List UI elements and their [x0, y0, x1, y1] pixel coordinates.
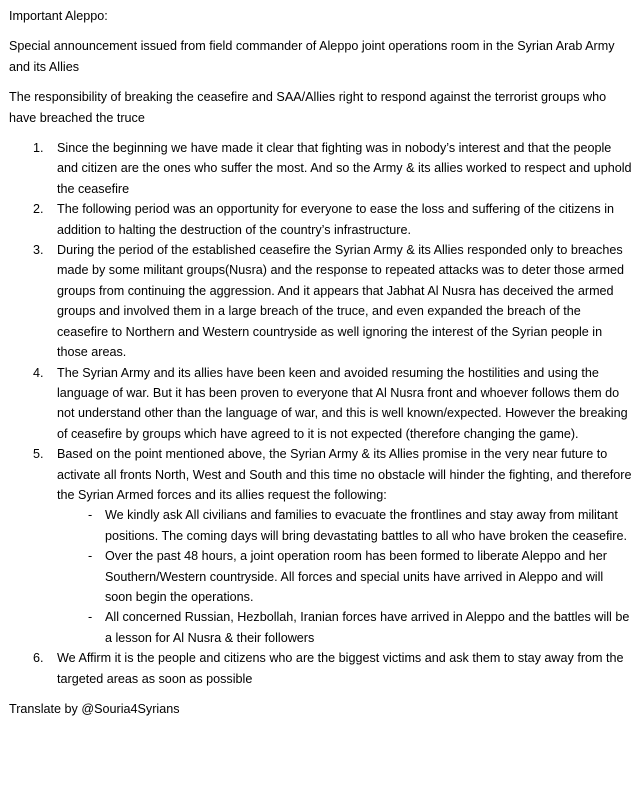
- list-item: [9, 363, 633, 445]
- bullet-item: [57, 505, 633, 546]
- point-text: The Syrian Army and its allies have been keen and avoided resuming the hostilities and using the language of war. But it has been proven to everyone that Al Nusra front and whoever follows them do not understand other than the language of war, and this is well known/expected. However the breaking of ceasefire by groups which have agreed to it is not expected (therefore changing the game).: [57, 365, 628, 441]
- point-number: 1.: [33, 141, 44, 156]
- announcement-subtitle: Special announcement issued from field commander of Aleppo joint operations room in the Syrian Arab Army and its Allies: [9, 39, 615, 74]
- bullet-text: Over the past 48 hours, a joint operation room has been formed to liberate Aleppo and her Southern/Western countryside. All forces and special units have arrived in Aleppo and will soon begin the operations.: [105, 549, 607, 604]
- translation-credit: Translate by @Souria4Syrians: [9, 702, 180, 716]
- point-number: 6.: [33, 651, 44, 666]
- document-title: Important Aleppo:: [9, 9, 108, 23]
- point-text: Since the beginning we have made it clear that fighting was in nobody’s interest and that the people and citizen are the ones who suffer the most. And so the Army & its allies worked to respect and uphold the ceasefire: [57, 141, 632, 196]
- list-item: [9, 138, 633, 199]
- bullet-text: All concerned Russian, Hezbollah, Iranian forces have arrived in Aleppo and the battles will be a lesson for Al Nusra & their followers: [105, 610, 630, 645]
- bullet-dash: -: [88, 549, 93, 564]
- point-number: 5.: [33, 447, 44, 462]
- bullet-dash: -: [88, 508, 93, 523]
- list-item: [9, 648, 633, 689]
- point-text: Based on the point mentioned above, the Syrian Army & its Allies promise in the very near future to activate all fronts North, West and South and this time no obstacle will hinder the fighting, and therefore the Syrian Armed forces and its allies request the following:: [57, 447, 632, 502]
- bullet-text: We kindly ask All civilians and families to evacuate the frontlines and stay away from militant positions. The coming days will bring devastating battles to all who have broken the ceasefire.: [105, 508, 628, 543]
- bullet-item: [57, 607, 633, 648]
- bullet-dash: -: [88, 610, 93, 625]
- point-text: The following period was an opportunity for everyone to ease the loss and suffering of the citizens in addition to halting the destruction of the country’s infrastructure.: [57, 202, 615, 237]
- list-item: [9, 240, 633, 362]
- point-number: 2.: [33, 202, 44, 217]
- responsibility-statement: The responsibility of breaking the ceasefire and SAA/Allies right to respond against the terrorist groups who have breached the truce: [9, 90, 607, 125]
- point-text: During the period of the established ceasefire the Syrian Army & its Allies responded only to breaches made by some militant groups(Nusra) and the response to repeated attacks was to deter those armed groups from continuing the aggression. And it appears that Jabhat Al Nusra has deceived the armed groups and involved them in a large breach of the truce, and even expanded the breach of the ceasefire to Northern and Western countryside as well ignoring the interest of the Syrian people in those areas.: [57, 243, 625, 360]
- point-number: 3.: [33, 243, 44, 258]
- list-item: [9, 444, 633, 648]
- point-text: We Affirm it is the people and citizens who are the biggest victims and ask them to stay away from the targeted areas as soon as possible: [57, 651, 624, 686]
- requests-bullet-list: [57, 505, 633, 648]
- numbered-points-list: [9, 138, 633, 689]
- point-number: 4.: [33, 365, 44, 380]
- list-item: [9, 199, 633, 240]
- bullet-item: [57, 546, 633, 607]
